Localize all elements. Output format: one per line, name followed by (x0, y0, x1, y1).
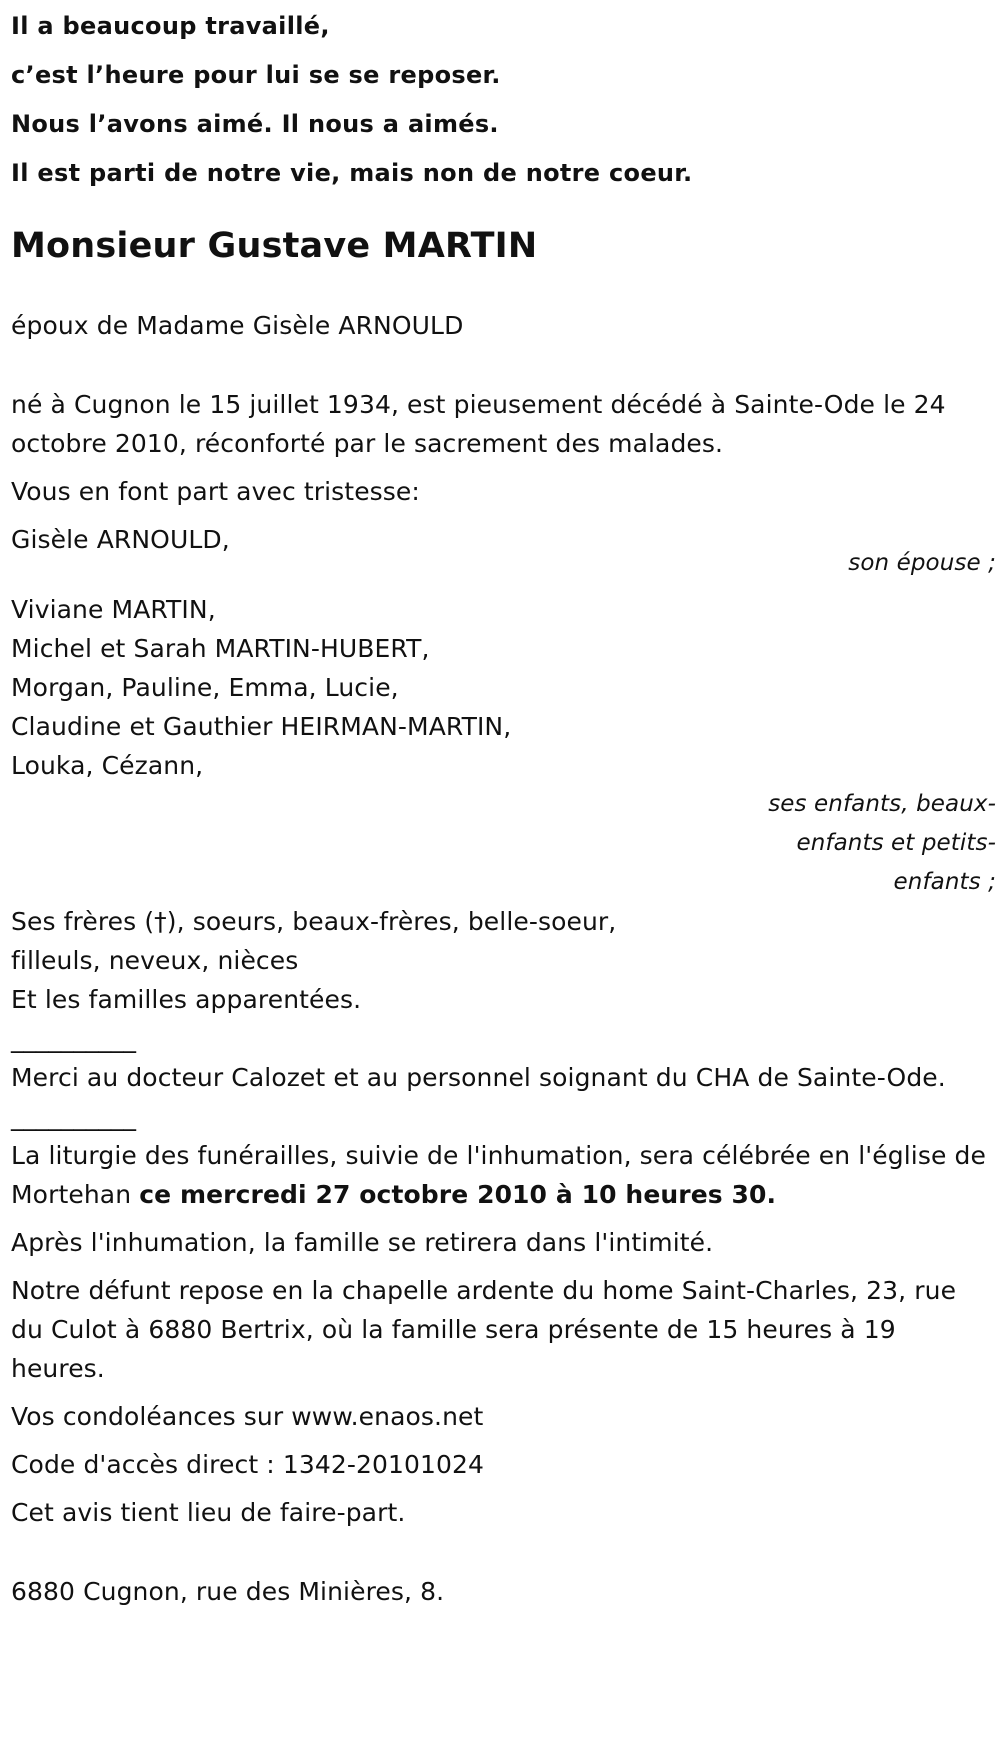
announcement: Vous en font part avec tristesse: (11, 477, 420, 506)
family-member: Morgan, Pauline, Emma, Lucie, (11, 673, 399, 702)
funeral-date: ce mercredi 27 octobre 2010 à 10 heures 30. (139, 1180, 777, 1209)
children-relation (11, 785, 996, 902)
family-line: Ses frères (†), soeurs, beaux-frères, belle-soeur, (11, 907, 617, 936)
spouse-relation: son épouse ; (848, 550, 996, 576)
funeral-text (11, 1136, 996, 1214)
separator: __________ (11, 1102, 136, 1131)
poem-line: c’est l’heure pour lui se se reposer. (11, 61, 501, 89)
family-member: Michel et Sarah MARTIN-HUBERT, (11, 634, 430, 663)
family-line: Et les familles apparentées. (11, 985, 362, 1014)
poem-line: Il est parti de notre vie, mais non de notre coeur. (11, 159, 693, 187)
children-list (11, 590, 996, 785)
spouse-line: époux de Madame Gisèle ARNOULD (11, 311, 464, 340)
poem-line: Il a beaucoup travaillé, (11, 12, 330, 40)
children-relation-text: ses enfants, beaux-enfants et petits-enfants ; (768, 791, 996, 895)
family-member: Viviane MARTIN, (11, 595, 216, 624)
family-line: filleuls, neveux, nièces (11, 946, 299, 975)
access-code-text: Code d'accès direct : 1342-20101024 (11, 1450, 485, 1479)
separator: __________ (11, 1024, 136, 1053)
obituary-body (11, 306, 996, 1611)
family-address: 6880 Cugnon, rue des Minières, 8. (11, 1577, 445, 1606)
thanks-text: Merci au docteur Calozet et au personnel soignant du CHA de Sainte-Ode. (11, 1063, 946, 1092)
spouse-name: Gisèle ARNOULD, (11, 525, 230, 554)
poem-line: Nous l’avons aimé. Il nous a aimés. (11, 110, 499, 138)
poem (11, 2, 996, 198)
funeral-text-main: La liturgie des funérailles, suivie de l'inhumation, sera célébrée en l'église de Mortehan (11, 1141, 986, 1209)
family-member: Louka, Cézann, (11, 751, 204, 780)
obituary-page (11, 0, 996, 1611)
notice-text: Cet avis tient lieu de faire-part. (11, 1498, 406, 1527)
birth-death-text: né à Cugnon le 15 juillet 1934, est pieusement décédé à Sainte-Ode le 24 octobre 2010, réconforté par le sacrement des malades. (11, 390, 946, 458)
deceased-name: Monsieur Gustave MARTIN (11, 226, 538, 266)
rest-place-text: Notre défunt repose en la chapelle ardente du home Saint-Charles, 23, rue du Culot à 6880 Bertrix, où la famille sera présente de 15 heures à 19 heures. (11, 1276, 957, 1383)
condolences-text: Vos condoléances sur www.enaos.net (11, 1402, 484, 1431)
family-member: Claudine et Gauthier HEIRMAN-MARTIN, (11, 712, 512, 741)
extended-family-list (11, 902, 996, 1019)
after-burial-text: Après l'inhumation, la famille se retirera dans l'intimité. (11, 1228, 714, 1257)
